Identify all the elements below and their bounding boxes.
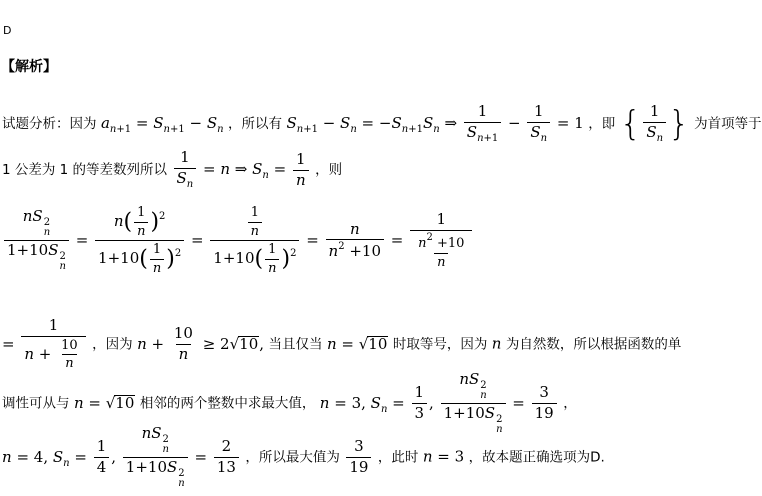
line-4 xyxy=(2,318,681,371)
line1-tail-a: ，即 xyxy=(588,116,616,133)
line6-c: ，故本题正确选项为D. xyxy=(468,449,605,466)
formula-n4: n = 4, $S_n$ = $\frac{1}{4}$ , nS 2 n 1+10S 2 n = $\frac{2}{13}$ xyxy=(2,448,241,466)
line4-c: 时取等号，因为 xyxy=(392,336,488,353)
answer-label: D xyxy=(3,24,12,37)
var-n: n xyxy=(491,334,502,353)
line1-tail-b: 为首项等于 xyxy=(694,116,762,133)
formula-sqrt10: n = √10 xyxy=(73,393,135,412)
formula-diff: $S_{n+1} - S_n = -S_{n+1}S_n$ ⇒ $\frac{1}{S_{n+1}}$ − $\frac{1}{S_n}$ = 1 xyxy=(286,102,584,144)
formula-n-eq-3: n = 3 xyxy=(422,447,465,466)
formula-sn: $\frac{1}{S_n}$ = n ⇒ $S_n$ = $\frac{1}{n}$ xyxy=(172,160,311,178)
formula-max: $\frac{3}{19}$ xyxy=(344,448,373,466)
line4-b: 当且仅当 xyxy=(268,336,323,353)
line2-tail: ，则 xyxy=(315,162,343,179)
formula-simplified: = 1 n + $\frac{10}{n}$ xyxy=(2,335,88,353)
line5-b: 相邻的两个整数中求最大值， xyxy=(139,395,316,412)
formula-recurrence: $a_{n+1} = S_{n+1} - S_n$ xyxy=(100,114,224,136)
line4-d: 为自然数，所以根据函数的单 xyxy=(505,336,682,353)
formula-amgm: n + $\frac{10}{n}$ ≥ 2√10, xyxy=(137,324,265,364)
line-1 xyxy=(2,104,762,144)
line-2 xyxy=(2,150,342,190)
line5-a: 调性可从与 xyxy=(2,395,70,412)
line-6 xyxy=(2,426,605,489)
line1-lead: 试题分析：因为 xyxy=(2,116,97,133)
line-3-formula: nS 2 n 1+10S 2 n = n( $\frac{1}{n}$ )$^2$ 1+10( $\frac{1}{n}$ )$^2$ = $\frac{1}{n}$ 1+10( $\frac{1}{n}$ )$^2$ = $\frac{n}{n^2 +10}$ = $\frac{1}{\frac{n^2 +10}{n}}$ xyxy=(2,206,474,276)
line6-a: ，所以最大值为 xyxy=(245,449,340,466)
formula-eq-cond: n = √10 xyxy=(326,334,388,353)
line1-mid: ，所以有 xyxy=(228,116,282,133)
analysis-heading: 【解析】 xyxy=(1,59,57,75)
line2-lead: 1 公差为 1 的等差数列所以 xyxy=(2,162,168,179)
line4-a: ，因为 xyxy=(92,336,133,353)
line5-c: ， xyxy=(563,395,577,412)
formula-n3: n = 3, $S_n$ = $\frac{1}{3}$ , nS 2 n 1+10S 2 n = $\frac{3}{19}$ xyxy=(320,394,559,412)
line6-b: ，此时 xyxy=(377,449,419,466)
formula-seq-set: { $\frac{1}{S_n}$ } xyxy=(619,102,690,145)
